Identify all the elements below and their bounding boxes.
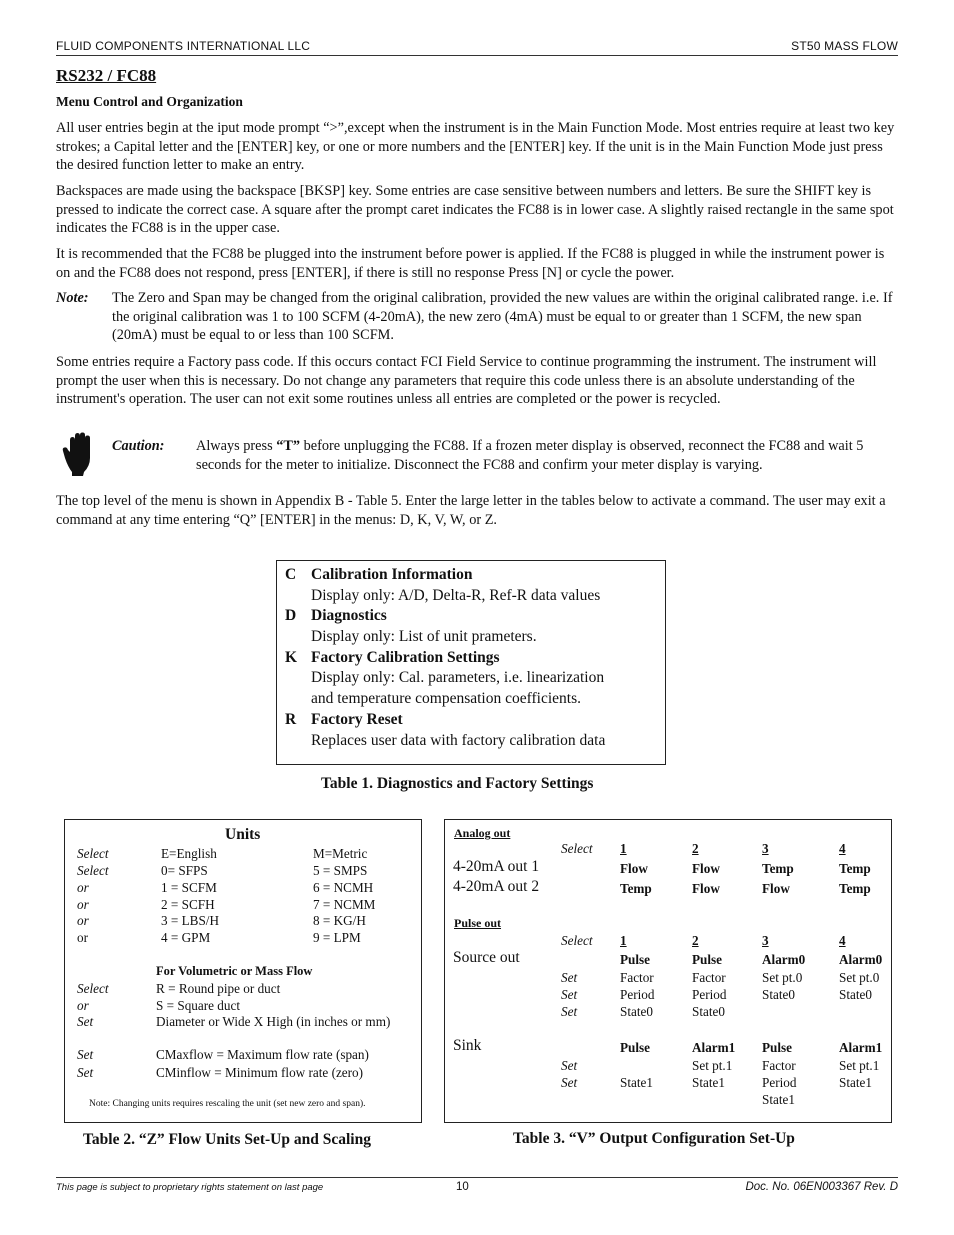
- footer-divider: [56, 1177, 898, 1178]
- header-divider: [56, 55, 898, 56]
- paragraph-plugging: It is recommended that the FC88 be plugged into the instrument before power is applied. If the FC88 is plugged in while the instrument power is on and the FC88 does not respond, press [ENTER], if there is still no response Press [N] or cycle the power.: [56, 246, 885, 281]
- table1-caption: Table 1. Diagnostics and Factory Settings: [321, 775, 594, 792]
- page-number: 10: [456, 1181, 469, 1193]
- paragraph-entries: All user entries begin at the iput mode prompt “>”,except when the instrument is in the Main Function Mode. Most entries require at least two key strokes; a Capital letter and the [ENTER] key, or one or more numbers and the [ENTER] key. If the unit is in the Main Function Mode just press the desired function letter to make an entry.: [56, 120, 895, 174]
- header-product: ST50 MASS FLOW: [791, 39, 898, 53]
- table3-caption: Table 3. “V” Output Configuration Set-Up: [513, 1130, 795, 1147]
- caution-text: Always press “T” before unplugging the FC88. If a frozen meter display is observed, reconnect the FC88 and wait 5 seconds for the meter to initialize. Disconnect the FC88 and confirm your meter display is varying.: [196, 438, 864, 473]
- footer-proprietary: This page is subject to proprietary rights statement on last page: [56, 1182, 324, 1193]
- paragraph-backspace: Backspaces are made using the backspace [BKSP] key. Some entries are case sensitive between numbers and letters. Be sure the SHIFT key is pressed to indicate the correct case. A square after the prompt caret indicates the FC88 is in lower case. A slightly raised rectangle in the same spot indicates the FC88 is in the upper case.: [56, 183, 894, 237]
- table1-row-k: K Factory Calibration Settings: [285, 648, 500, 666]
- note-text: The Zero and Span may be changed from the original calibration, provided the new values are within the original calibrated range. i.e. If the original calibration was 1 to 100 SCFM (4-20mA), the new zero (4mA) must be equal to or greater than 1 SCFM, the new span (20mA) must be equal to or less than 100 SCFM.: [112, 290, 893, 344]
- table2-title: Units: [225, 826, 261, 843]
- page-title: RS232 / FC88: [56, 66, 157, 85]
- note-label: Note:: [56, 290, 89, 306]
- hand-stop-icon: [62, 432, 100, 476]
- table2-subheading: For Volumetric or Mass Flow: [156, 964, 313, 978]
- paragraph-passcode: Some entries require a Factory pass code. If this occurs contact FCI Field Service to continue programming the instrument. The instrument will prompt the user when this is necessary. Do not change any parameters that require this code unless there is an absolute understanding of the instrument's operation. The user can not exit some routines unless all entries are completed or the power is recycled.: [56, 354, 877, 408]
- section-heading: Menu Control and Organization: [56, 94, 243, 109]
- caution-key: “T”: [276, 438, 301, 454]
- table1-row-r: R Factory Reset: [285, 710, 403, 728]
- paragraph-menu-top: The top level of the menu is shown in Appendix B - Table 5. Enter the large letter in the tables below to activate a command. The user may exit a command at any time entering “Q” [ENTER] in the menus: D, K, V, W, or Z.: [56, 493, 886, 528]
- table2-caption: Table 2. “Z” Flow Units Set-Up and Scaling: [83, 1131, 371, 1148]
- analog-out-title: Analog out: [454, 826, 511, 840]
- table1-row-d: D Diagnostics: [285, 607, 387, 625]
- footer-doc-number: Doc. No. 06EN003367 Rev. D: [745, 1181, 898, 1193]
- caution-label: Caution:: [112, 438, 165, 454]
- pulse-out-title: Pulse out: [454, 916, 502, 930]
- table1-row-c: C Calibration Information: [285, 566, 473, 583]
- table2-footnote: Note: Changing units requires rescaling the unit (set new zero and span).: [89, 1099, 366, 1109]
- header-company: FLUID COMPONENTS INTERNATIONAL LLC: [56, 39, 311, 53]
- table-diagnostics: C Calibration Information Display only: A/D, Delta-R, Ref-R data values D Diagnostics Display only: List of unit prameters. K Factory Calibration Settings Display only: Cal. parameters, i.e. linearization and temperature compensation coefficients. R Factory Reset Replaces user data with factory calibration data: [276, 560, 666, 765]
